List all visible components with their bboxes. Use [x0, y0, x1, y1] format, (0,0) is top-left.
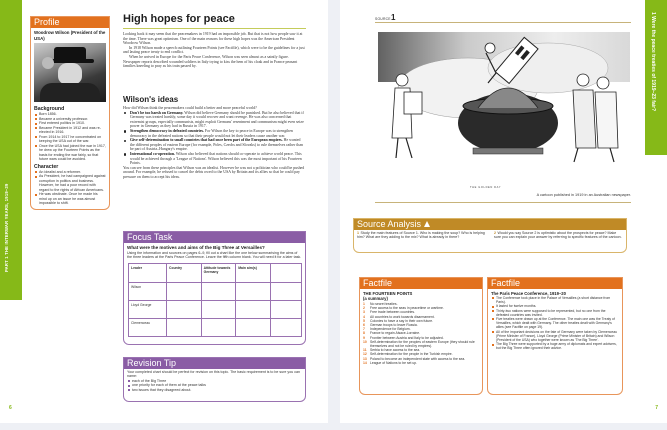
table-header: Main aim(s) [236, 263, 271, 282]
page-title: High hopes for peace [123, 13, 235, 25]
table-row [129, 282, 302, 300]
ideas-outro: You can see from these principles that Wilson was an idealist. However he was not a politician who could be pushed around. For example, he refused to cancel the debts owed to the USA by Britain and its allies so that he could pay pressure on them to accept his ideas. [123, 165, 305, 179]
list-item: Became President in 1912 and was re-elected in 1916. [34, 126, 106, 135]
title-rule [123, 28, 306, 29]
factfile-title: The Paris Peace Conference, 1919–20 [491, 291, 566, 296]
idea-item: Give self-determination to small countries that had once been part of the European empires. He wanted the different peoples of eastern Europe (for example, Poles, Czechs and Slovaks) to rule themselves rather than be part of Austria–Hungary's empire. [123, 138, 306, 152]
list-item: From 1914 to 1917 he concentrated on keeping the USA out of the war. [34, 135, 106, 144]
page-number: 7 [655, 405, 658, 411]
cartoon-inner-caption: THE GOLDEN DAY [470, 186, 502, 189]
list-item: 3 Free trade between countries. [363, 310, 416, 315]
factfile-fourteen-points [359, 277, 483, 395]
focus-task-instructions: Using the information and sources on pages 6–9, fill out a chart like the one below summarising the aims of the three leaders at the Paris Peace Conference. Leave the fifth column blank. You will need it for a later task. [127, 251, 302, 260]
background-heading: Background [34, 106, 65, 113]
ideas-list [123, 111, 306, 166]
revision-tip-list [124, 379, 305, 393]
table-header: Leader [129, 263, 167, 282]
intro-paragraph: Looking back it may seem that the peacemakers in 1919 had an impossible job. But that is not how people saw it at the time. There was great optimism. One of the main reasons for these high hopes was the American President Woodrow Wilson. [123, 32, 303, 46]
list-item: Became a university professor. [34, 117, 106, 122]
list-item: He was obstinate. Once he made his mind up on an issue he was almost impossible to shift. [34, 192, 106, 206]
list-item: Five treaties were drawn up at the Conference. The main one was the Treaty of Versailles, which dealt with Germany. The other treaties dealt with Germany's allies (see Factfile on page 19). [491, 317, 619, 330]
factfile-heading: Factfile [360, 278, 482, 289]
list-item: The Conference took place in the Palace of Versailles (a short distance from Paris). [491, 296, 619, 304]
cartoon-image [378, 28, 630, 164]
list-item: 11 Serbia to have access to the sea. [363, 348, 421, 353]
table-row [129, 318, 302, 336]
idea-item: International co-operation. Wilson also believed that nations should co-operate to achieve world peace. This would be achieved through a 'League of Nations'. Wilson believed this was the most important of his Fourteen Points. [123, 152, 306, 166]
background-list [31, 112, 109, 162]
revision-tip-text: Your completed chart should be perfect for revision on this topic. The basic requirement is to be sure you can name: [127, 370, 300, 379]
list-item: 10 Self-determination for the peoples of eastern Europe (they should rule themselves and not be ruled by empires). [363, 339, 475, 349]
table-header-row [129, 263, 302, 282]
source-analysis-title: Source Analysis [357, 219, 422, 229]
left-side-tab [0, 0, 22, 300]
ideas-intro: How did Wilson think the peacemakers could build a better and more peaceful world? [123, 106, 257, 110]
table-cell: Lloyd George [129, 300, 167, 318]
source-analysis-heading [354, 219, 626, 230]
list-item: 2 Free access to the seas in peacetime or wartime. [363, 306, 444, 311]
intro-paragraph: When he arrived in Europe for the Paris Peace Conference, Wilson was seen almost as a saintly figure. Newspaper reports described wounded soldiers in Italy trying to kiss the hem of his cloak and in France peasant families kneeling to pray as his train passed by. [123, 54, 298, 69]
profile-box [30, 16, 110, 210]
character-list [31, 170, 109, 206]
list-item: As President, he had campaigned against corruption in politics and business. However, he had a poor record with regard to the rights of African Americans. [34, 174, 106, 192]
profile-heading: Profile [31, 17, 109, 28]
wilson-photo [34, 43, 106, 102]
caption-rule [375, 202, 631, 203]
factfile-heading: Factfile [488, 278, 622, 289]
list-item: 13 Poland to become an independent state with access to the sea. [363, 356, 466, 361]
ideas-heading: Wilson's ideas [123, 95, 179, 104]
factfile-title: THE FOURTEEN POINTS (a summary) [363, 291, 413, 301]
list-item: two issues that they disagreed about. [127, 388, 302, 393]
right-side-tab [645, 0, 667, 155]
intro-text [123, 32, 306, 69]
table-cell: Wilson [129, 282, 167, 300]
ideas-section [123, 106, 306, 180]
focus-task-box [123, 231, 306, 345]
focus-task-question: What were the motives and aims of the Big Three at Versailles? [127, 245, 265, 250]
revision-tip-heading: Revision Tip [124, 358, 305, 369]
table-row [129, 300, 302, 318]
page-number: 6 [9, 405, 12, 411]
character-heading: Character [34, 163, 59, 170]
list-item: each of the Big Three [127, 379, 302, 384]
list-item: Born 1856. [34, 112, 106, 117]
profile-name: Woodrow Wilson (President of the USA) [34, 30, 106, 41]
table-header: Country [167, 263, 202, 282]
factfile-peace-conference [487, 277, 623, 395]
list-item: The Big Three were supported by a huge army of diplomats and expert advisers, but the Big Three often ignored their advice. [491, 342, 619, 350]
focus-task-table [128, 263, 302, 337]
idea-item: Don't be too harsh on Germany. Wilson did believe Germany should be punished. But he also believed that if Germany was treated harshly, some day it would recover and want revenge. He was also concerned that extremist groups, especially communists, might exploit Germans' resentment and communism might even seize power in Germany as they had in Russia in 1917. [123, 111, 306, 129]
list-item: one priority for each of them at the peace talks [127, 383, 302, 388]
list-item: Thirty-two nations were supposed to be represented, but no one from the defeated countries was invited. [491, 309, 619, 317]
left-page [0, 0, 328, 423]
list-item: 12 Self-determination for the people in the Turkish empire. [363, 352, 453, 357]
table-cell: Clemenceau [129, 318, 167, 336]
list-item: 4 All countries to work towards disarmament. [363, 314, 435, 319]
list-item: 7 Independence for Belgium. [363, 327, 411, 332]
source-analysis-question: 1 Study the main features of Source 1. Who is making the soup? Who is helping him? What are they adding to the mix? What is already in there? [357, 231, 485, 240]
list-item: 5 Colonies to have a say in their own future. [363, 318, 434, 323]
fourteen-points-list [360, 301, 482, 365]
list-item: It lasted for twelve months. [491, 304, 619, 308]
cartoon-caption: A cartoon published in 1919 in an Australian newspaper. [536, 193, 631, 197]
list-item: First entered politics in 1910. [34, 121, 106, 126]
right-side-tab-text: 1 Were the peace treaties of 1919–23 fair? [650, 12, 656, 112]
list-item: Once the USA had joined the war in 1917, he drew up the Fourteen Points as the basis for ending the war fairly, so that future wars could be avoided. [34, 144, 106, 162]
source-rule [375, 22, 631, 23]
source-number: 1 [391, 13, 396, 22]
left-side-tab-text: PART 1 THE INTERWAR YEARS, 1919–39 [4, 183, 9, 272]
source-analysis-box [353, 218, 627, 253]
list-item: 1 No secret treaties. [363, 302, 398, 306]
table-header [270, 263, 301, 282]
list-item: 6 German troops to leave Russia. [363, 323, 418, 328]
list-item: 14 League of Nations to be set up. [363, 360, 418, 365]
table-header: Attitude towards Germany [201, 263, 236, 282]
right-page [340, 0, 667, 423]
focus-task-heading: Focus Task [124, 232, 305, 243]
conference-list [488, 296, 622, 351]
revision-tip-box [123, 357, 306, 402]
list-item: An idealist and a reformer. [34, 170, 106, 175]
list-item: All of the important decisions on the fate of Germany were taken by Clemenceau (Prime Minister of France), Lloyd George (Prime Minister of Britain) and Wilson (President of the USA) who together were known as 'The Big Three'. [491, 330, 619, 343]
source-label: SOURCE [375, 17, 391, 21]
source-analysis-question: 2 Would you say Source 2 is optimistic about the prospects for peace? Make sure you can explain your answer by referring to specific features of the cartoon. [494, 231, 622, 240]
idea-item: Strengthen democracy in defeated countries. For Wilson the key to peace in Europe was to strengthen democracy in the defeated nations so that their people would not let their leaders cause another war. [123, 129, 306, 138]
triangle-icon [424, 221, 430, 227]
list-item: 8 France to regain Alsace-Lorraine. [363, 331, 421, 336]
list-item: 9 Frontier between Austria and Italy to be adjusted. [363, 335, 444, 340]
intro-paragraph: In 1918 Wilson made a speech outlining Fourteen Points (see Factfile), which were to be the guidelines for a just and lasting peace treaty to end conflict. [123, 45, 305, 55]
